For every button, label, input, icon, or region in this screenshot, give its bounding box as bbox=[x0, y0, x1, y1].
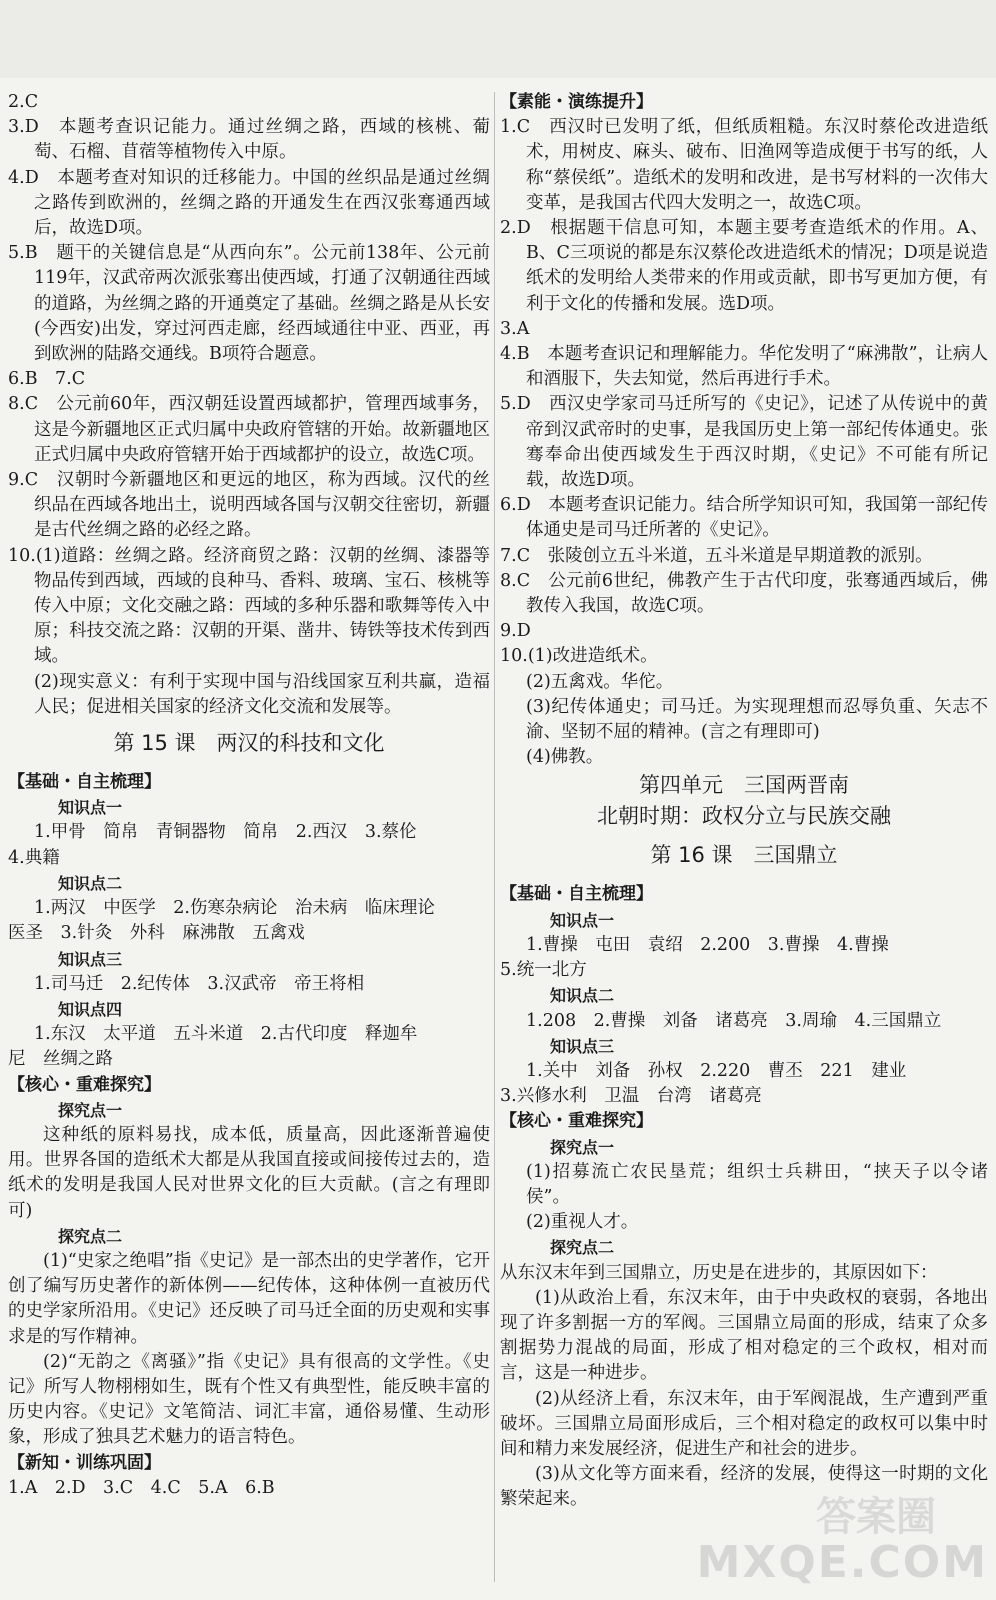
text-line: 尼 丝绸之路 bbox=[8, 1049, 113, 1070]
answer-item: 6.D 本题考查识记能力。结合所学知识可知，我国第一部纪传体通史是司马迁所著的《史记》。 bbox=[500, 495, 988, 541]
knowledge-point-label: 知识点二 bbox=[550, 986, 615, 1006]
knowledge-point-label: 探究点二 bbox=[58, 1226, 123, 1246]
knowledge-point-label: 探究点二 bbox=[550, 1238, 615, 1258]
column-divider bbox=[494, 92, 495, 1582]
text-line: 1.A 2.D 3.C 4.C 5.A 6.B bbox=[8, 1477, 275, 1498]
answer-item: 6.B 7.C bbox=[8, 369, 86, 390]
answer-item: 10.(1)道路：丝绸之路。经济商贸之路：汉朝的丝绸、漆器等物品传到西域，西域的良种马、香料、玻璃、宝石、核桃等传入中原；文化交融之路：西域的多种乐器和歌舞等传入中原；科技交流之路：汉朝的开渠、凿井、铸铁等技术传到西域。 bbox=[8, 545, 490, 667]
answer-line: 1.曹操 屯田 袁绍 2.200 3.曹操 4.曹操 bbox=[526, 934, 889, 955]
explanation-paragraph: (2)从经济上看，东汉末年，由于军阀混战，生产遭到严重破坏。三国鼎立局面形成后，三个相对稳定的政权可以集中时间和精力来发展经济，促进生产和社会的进步。 bbox=[500, 1388, 988, 1459]
explanation-paragraph: (3)从文化等方面来看，经济的发展，使得这一时期的文化繁荣起来。 bbox=[500, 1464, 988, 1510]
watermark-logo: 答案圈 bbox=[816, 1494, 936, 1540]
text-line: 从东汉末年到三国鼎立，历史是在进步的，其原因如下： bbox=[500, 1262, 938, 1283]
explanation-paragraph: (1)从政治上看，东汉末年，由于中央政权的衰弱，各地出现了许多割据一方的军阀。三国鼎立局面的形成，结束了众多割据势力混战的局面，形成了相对稳定的三个政权，相对而言，这是一种进步。 bbox=[500, 1287, 988, 1384]
answer-line: (2)现实意义：有利于实现中国与沿线国家互利共赢，造福人民；促进相关国家的经济文化交流和发展等。 bbox=[34, 671, 490, 717]
answer-item: 8.C 公元前6世纪，佛教产生于古代印度，张骞通西域后，佛教传入我国，故选C项。 bbox=[500, 570, 988, 617]
answer-line: 1.208 2.曹操 刘备 诸葛亮 3.周瑜 4.三国鼎立 bbox=[526, 1010, 942, 1031]
left-column bbox=[8, 90, 490, 1501]
knowledge-point-label: 知识点二 bbox=[58, 873, 123, 893]
knowledge-point-label: 知识点一 bbox=[58, 798, 123, 818]
lesson-title: 第 16 课 三国鼎立 bbox=[650, 843, 838, 868]
explanation-paragraph: (2)“无韵之《离骚》”指《史记》具有很高的文学性。《史记》所写人物栩栩如生，既有个性又有典型性，能反映丰富的历史内容。《史记》文笔简洁、词汇丰富，通俗易懂、生动形象，形成了独具艺术魅力的语言特色。 bbox=[8, 1351, 490, 1448]
explanation-paragraph: 这种纸的原料易找，成本低，质量高，因此逐渐普遍使用。世界各国的造纸术大都是从我国直接或间接传过去的，造纸术的发明是我国人民对世界文化的巨大贡献。(言之有理即可) bbox=[8, 1124, 490, 1221]
section-heading: 【新知・训练巩固】 bbox=[8, 1452, 161, 1473]
unit-title: 北朝时期：政权分立与民族交融 bbox=[597, 804, 891, 829]
section-heading: 【核心・重难探究】 bbox=[8, 1074, 161, 1095]
answer-item: 2.C bbox=[8, 92, 39, 112]
answer-line: (4)佛教。 bbox=[526, 747, 604, 768]
answer-line: (1)招募流亡农民垦荒；组织士兵耕田，“挟天子以令诸侯”。 bbox=[526, 1161, 988, 1207]
answer-line: (2)重视人才。 bbox=[526, 1212, 639, 1233]
right-column bbox=[500, 90, 988, 1513]
answer-item: 5.B 题干的关键信息是“从西向东”。公元前138年、公元前119年，汉武帝两次派张骞出使西域，打通了汉朝通往西域的道路，为丝绸之路的开通奠定了基础。丝绸之路是从长安(今西安)出发，穿过河西走廊，经西域通往中亚、西亚，再到欧洲的陆路交通线。B项符合题意。 bbox=[8, 243, 490, 365]
answer-line: 1.关中 刘备 孙权 2.220 曹丕 221 建业 bbox=[526, 1060, 907, 1081]
section-heading: 【基础・自主梳理】 bbox=[8, 772, 161, 793]
knowledge-point-label: 知识点三 bbox=[550, 1036, 615, 1056]
scan-top-margin bbox=[0, 0, 996, 78]
text-line: 5.统一北方 bbox=[500, 960, 587, 981]
knowledge-point-label: 知识点四 bbox=[58, 999, 123, 1019]
text-line: 3.兴修水利 卫温 台湾 诸葛亮 bbox=[500, 1086, 762, 1107]
answer-item: 8.C 公元前60年，西汉朝廷设置西域都护，管理西域事务，这是今新疆地区正式归属中央政府管辖的开始。故新疆地区正式归属中央政府管辖开始于西域都护的设立，故选C项。 bbox=[8, 394, 490, 465]
answer-item: 5.D 西汉史学家司马迁所写的《史记》，记述了从传说中的黄帝到汉武帝时的史事，是我国历史上第一部纪传体通史。张骞奉命出使西域发生于西汉时期，《史记》不可能有所记载，故选D项。 bbox=[500, 394, 988, 491]
answer-item: 9.C 汉朝时今新疆地区和更远的地区，称为西域。汉代的丝织品在西域各地出土，说明西域各国与汉朝交往密切，新疆是古代丝绸之路的必经之路。 bbox=[8, 470, 490, 541]
answer-line: (3)纪传体通史；司马迁。为实现理想而忍辱负重、矢志不渝、坚韧不屈的精神。(言之有理即可) bbox=[526, 696, 988, 743]
answer-item: 4.D 本题考查对知识的迁移能力。中国的丝织品是通过丝绸之路传到欧洲的，丝绸之路的开通发生在西汉张骞通西域后，故选D项。 bbox=[8, 167, 490, 239]
answer-item: 10.(1)改进造纸术。 bbox=[500, 646, 658, 667]
answer-line: (2)五禽戏。华佗。 bbox=[526, 671, 674, 692]
answer-item: 7.C 张陵创立五斗米道，五斗米道是早期道教的派别。 bbox=[500, 545, 933, 566]
section-heading: 【基础・自主梳理】 bbox=[500, 884, 653, 905]
explanation-paragraph: (1)“史家之绝唱”指《史记》是一部杰出的史学著作，它开创了编写历史著作的新体例——纪传体，这种体例一直被历代的史学家所沿用。《史记》还反映了司马迁全面的历史观和实事求是的写作精神。 bbox=[8, 1250, 490, 1347]
knowledge-point-label: 知识点三 bbox=[58, 949, 123, 969]
knowledge-point-label: 知识点一 bbox=[550, 910, 615, 930]
answer-item: 2.D 根据题干信息可知，本题主要考查造纸术的作用。A、B、C三项说的都是东汉蔡伦改进造纸术的情况；D项是说造纸术的发明给人类带来的作用或贡献，即书写更加方便，有利于文化的传播和发展。选D项。 bbox=[500, 218, 988, 314]
answer-line: 1.甲骨 简帛 青铜器物 简帛 2.西汉 3.蔡伦 bbox=[34, 822, 417, 843]
answer-item: 4.B 本题考查识记和理解能力。华佗发明了“麻沸散”，让病人和酒服下，失去知觉，然后再进行手术。 bbox=[500, 344, 988, 390]
text-line: 医圣 3.针灸 外科 麻沸散 五禽戏 bbox=[8, 923, 305, 944]
text-line: 4.典籍 bbox=[8, 847, 60, 868]
unit-title: 第四单元 三国两晋南 bbox=[639, 773, 849, 798]
lesson-title: 第 15 课 两汉的科技和文化 bbox=[113, 731, 385, 756]
knowledge-point-label: 探究点一 bbox=[550, 1137, 615, 1157]
answer-line: 1.司马迁 2.纪传体 3.汉武帝 帝王将相 bbox=[34, 973, 365, 994]
answer-item: 1.C 西汉时已发明了纸，但纸质粗糙。东汉时蔡伦改进造纸术，用树皮、麻头、破布、旧渔网等造成便于书写的纸，人称“蔡侯纸”。造纸术的发明和改进，是书写材料的一次伟大变革，是我国古代四大发明之一，故选C项。 bbox=[500, 117, 988, 213]
answer-line: 1.东汉 太平道 五斗米道 2.古代印度 释迦牟 bbox=[34, 1024, 418, 1045]
section-heading: 【素能・演练提升】 bbox=[500, 92, 653, 112]
section-heading: 【核心・重难探究】 bbox=[500, 1111, 653, 1132]
answer-item: 3.D 本题考查识记能力。通过丝绸之路，西域的核桃、葡萄、石榴、苜蓿等植物传入中原。 bbox=[8, 117, 490, 163]
knowledge-point-label: 探究点一 bbox=[58, 1100, 123, 1120]
answer-item: 3.A bbox=[500, 318, 530, 339]
watermark-text: MXQE.COM bbox=[696, 1537, 988, 1588]
answer-item: 9.D bbox=[500, 621, 531, 642]
answer-line: 1.两汉 中医学 2.伤寒杂病论 治未病 临床理论 bbox=[34, 898, 435, 919]
